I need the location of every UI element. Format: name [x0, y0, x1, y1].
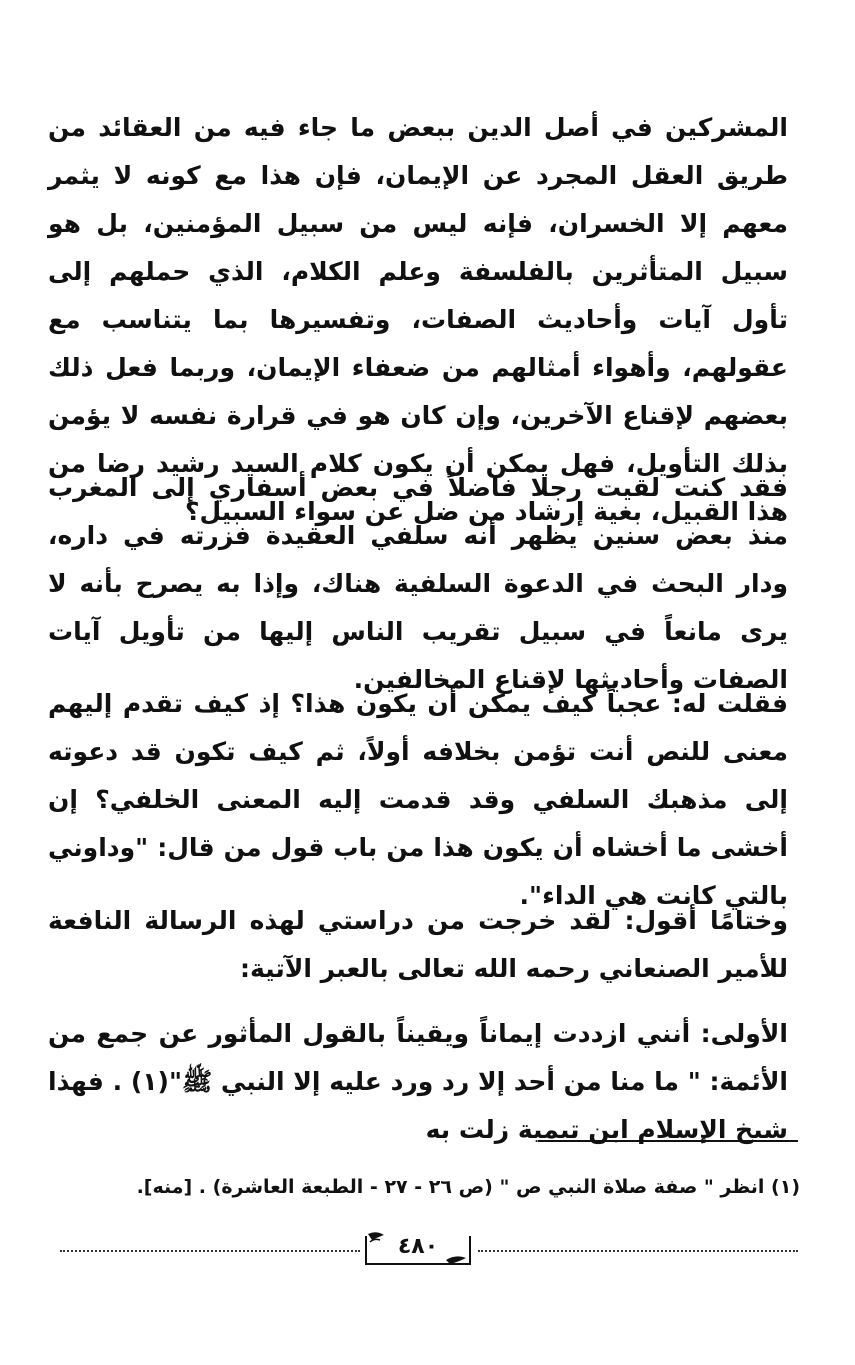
- footer-dotted-rule-right: [478, 1250, 798, 1252]
- paragraph-1: المشركين في أصل الدين ببعض ما جاء فيه من العقائد من طريق العقل المجرد عن الإيمان، فإن هذا مع كونه لا يثمر معهم إلا الخسران، فإنه ليس من سبيل المؤمنين، بل هو سبيل المتأثرين بالفلسفة وعلم الكلام، الذي حملهم إلى تأول آيات وأحاديث الصفات، وتفسيرها بما يتناسب مع عقولهم، وأهواء أمثالهم من ضعفاء الإيمان، وربما فعل ذلك بعضهم لإقناع الآخرين، وإن كان هو في قرارة نفسه لا يؤمن بذلك التأويل، فهل يمكن أن يكون كلام السيد رشيد رضا من هذا القبيل، بغية إرشاد من ضل عن سواء السبيل؟: [48, 113, 788, 526]
- paragraph-4-body: لقد خرجت من دراستي لهذه الرسالة النافعة للأمير الصنعاني رحمه الله تعالى بالعبر الآتية:: [48, 906, 788, 983]
- paragraph-3: فقلت له: عجباً كيف يمكن أن يكون هذا؟ إذ كيف تقدم إليهم معنى للنص أنت تؤمن بخلافه أولاً، ثم كيف تكون قد دعوته إلى مذهبك السلفي وقد قدمت إليه المعنى الخلفي؟ إن أخشى ما أخشاه أن يكون هذا من باب قول من قال: "وداوني بالتي كانت هي الداء".: [48, 689, 788, 910]
- paragraph-5: [48, 1010, 788, 1154]
- footer-dotted-rule-left: [60, 1250, 360, 1252]
- paragraph-5-lead: الأولى:: [700, 1019, 788, 1048]
- page-number-frame: [362, 1228, 474, 1268]
- footnote: (١) انظر " صفة صلاة النبي ص " (ص ٢٦ - ٢٧ - الطبعة العاشرة) . [منه].: [136, 1176, 800, 1198]
- paragraph-4: [48, 897, 788, 993]
- paragraph-2: فقد كنت لقيت رجلا فاضلاً في بعض أسفاري إلى المغرب منذ بعض سنين يظهر أنه سلفي العقيدة فزرته في داره، ودار البحث في الدعوة السلفية هناك، وإذا به يصرح بأنه لا يرى مانعاً في سبيل تقريب الناس إليها من تأويل آيات الصفات وأحاديثها لإقناع المخالفين.: [48, 473, 788, 694]
- footnote-separator: [538, 1140, 798, 1142]
- paragraph-5-body: أنني ازددت إيماناً ويقيناً بالقول المأثور عن جمع من الأئمة: " ما منا من أحد إلا رد ورد عليه إلا النبي ﷺ"(١) . فهذا شيخ الإسلام ابن تيمية زلت به: [48, 1019, 788, 1144]
- page-number: ٤٨٠: [397, 1234, 439, 1259]
- paragraph-4-lead: وختامًا أقول:: [624, 906, 788, 935]
